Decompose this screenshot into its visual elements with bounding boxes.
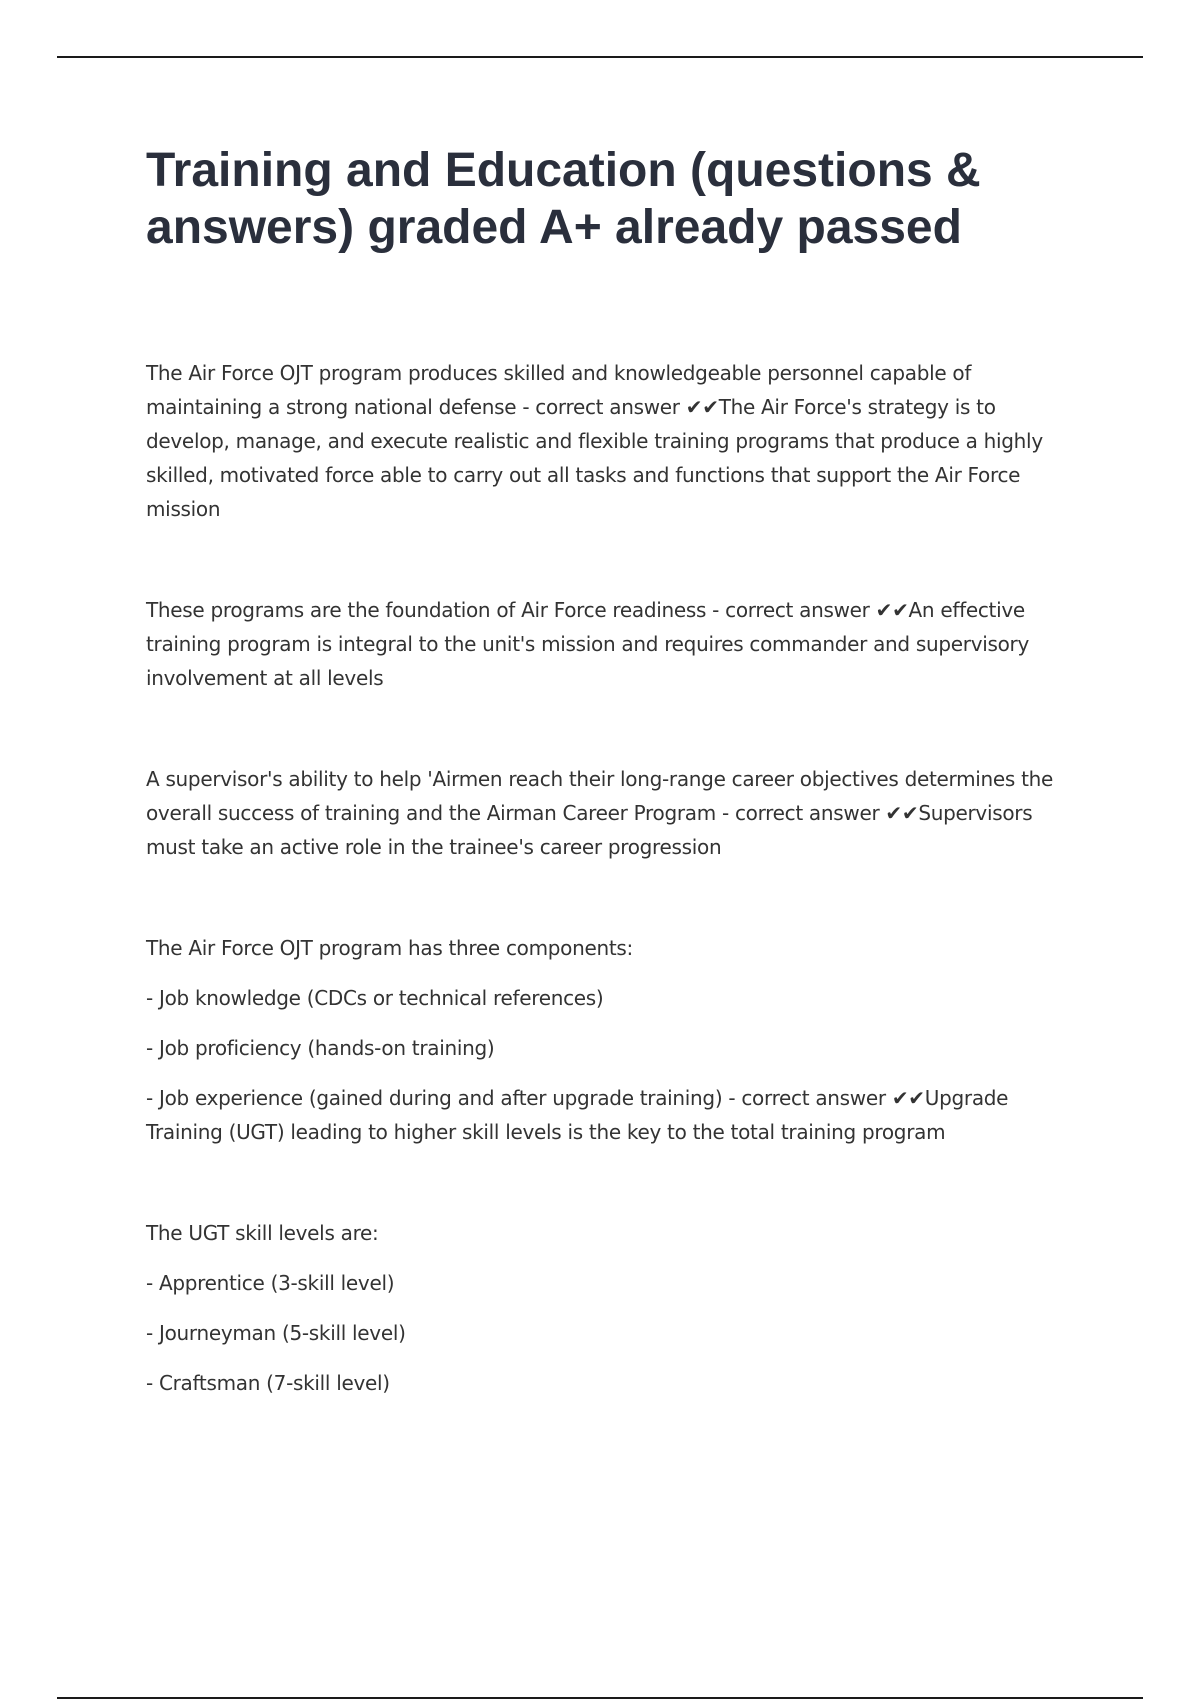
components-item-3: - Job experience (gained during and after upgrade training) - correct answer ✔✔Upgrade Training (UGT) leading to higher skill levels is the key to the total training program: [146, 1086, 1009, 1144]
components-item-1: - Job knowledge (CDCs or technical references): [146, 986, 604, 1010]
document-title: Training and Education (questions & answers) graded A+ already passed: [146, 144, 981, 254]
skill-level-item-1: - Apprentice (3-skill level): [146, 1271, 395, 1295]
skill-levels-section: [146, 1216, 1066, 1400]
document-body: [146, 356, 1066, 1400]
top-rule: [57, 56, 1143, 58]
components-section: [146, 931, 1066, 1149]
qa-paragraph-3: A supervisor's ability to help 'Airmen reach their long-range career objectives determines the overall success of training and the Airman Career Program - correct answer ✔✔Supervisors must take an active role in the trainee's career progression: [146, 767, 1054, 859]
components-intro: The Air Force OJT program has three components:: [146, 936, 633, 960]
components-item-2: - Job proficiency (hands-on training): [146, 1036, 495, 1060]
skill-level-item-3: - Craftsman (7-skill level): [146, 1371, 390, 1395]
skill-level-item-2: - Journeyman (5-skill level): [146, 1321, 406, 1345]
bottom-rule: [57, 1697, 1143, 1699]
qa-paragraph-2: These programs are the foundation of Air Force readiness - correct answer ✔✔An effective training program is integral to the unit's mission and requires commander and supervisory involvement at all levels: [146, 598, 1029, 690]
skill-levels-intro: The UGT skill levels are:: [146, 1221, 379, 1245]
qa-paragraph-1: The Air Force OJT program produces skilled and knowledgeable personnel capable of maintaining a strong national defense - correct answer ✔✔The Air Force's strategy is to develop, manage, and execute realistic and flexible training programs that produce a highly skilled, motivated force able to carry out all tasks and functions that support the Air Force mission: [146, 361, 1043, 521]
